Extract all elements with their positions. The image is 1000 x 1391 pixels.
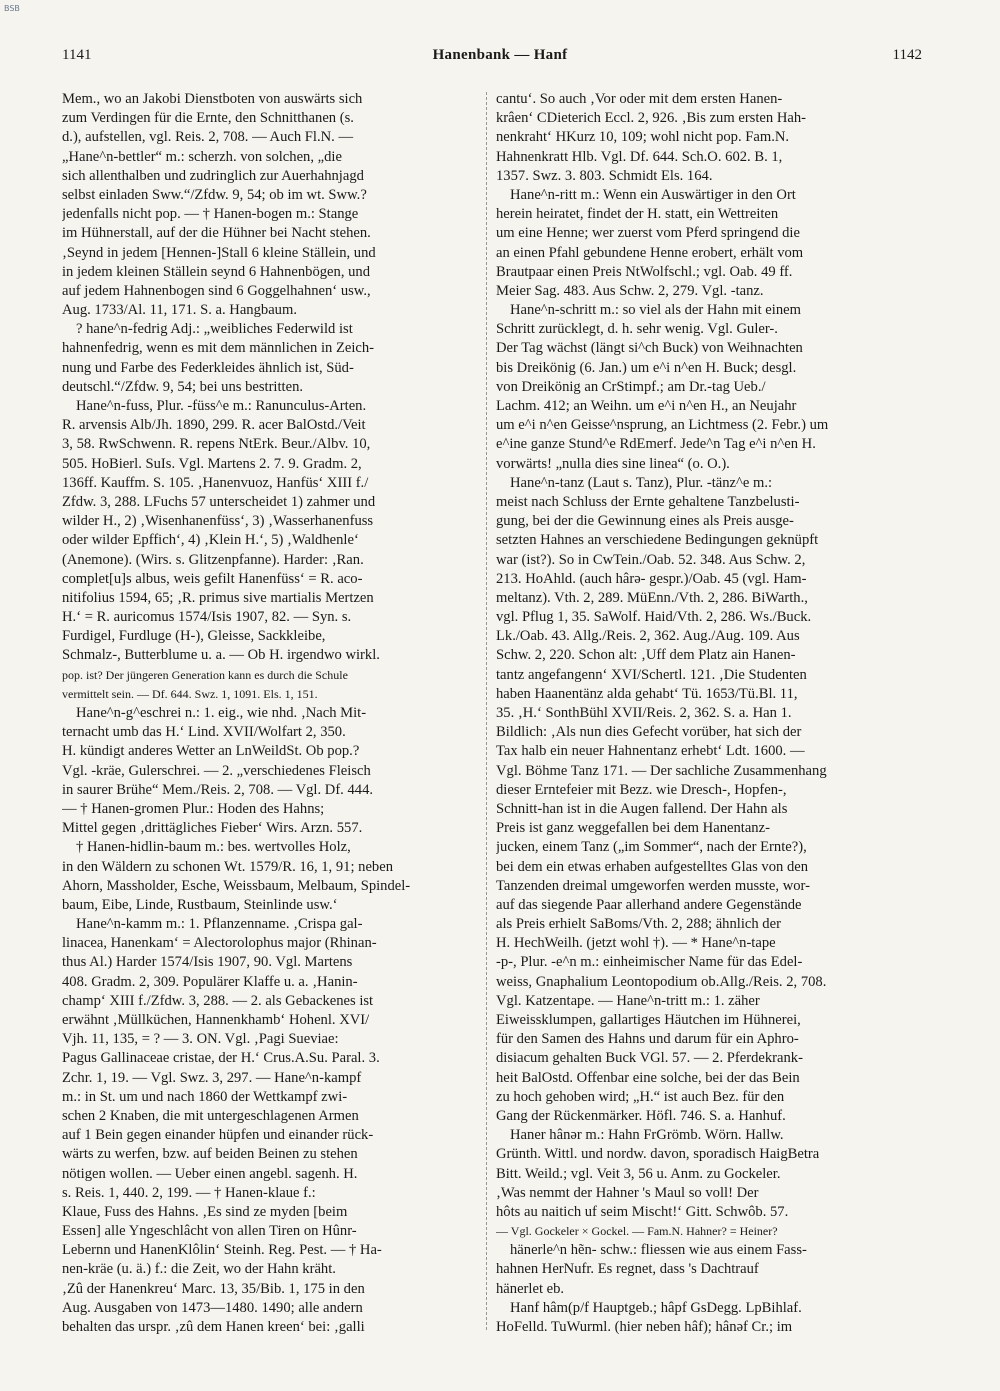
text-line: complet[u]s albus, weis gefilt Hanenfüss‘ = R. aco- bbox=[62, 570, 363, 587]
right-column bbox=[496, 90, 916, 1337]
text-line: pop. ist? Der jüngeren Generation kann es durch die Schule bbox=[62, 667, 348, 682]
text-line: von Dreikönig an CrStimpf.; am Dr.-tag Ueb./ bbox=[496, 378, 766, 395]
text-line: Grünth. Wittl. und nordw. davon, sporadisch HaigBetra bbox=[496, 1146, 820, 1163]
text-line: Vgl. Katzentape. — Hane^n-tritt m.: 1. zäher bbox=[496, 992, 760, 1009]
text-line: Schnitt-han ist in die Augen fallend. Der Hahn als bbox=[496, 800, 788, 817]
library-watermark: BSB bbox=[4, 4, 20, 13]
text-line: ‚Zû der Hanenkreu‘ Marc. 13, 35/Bib. 1, 175 in den bbox=[62, 1280, 365, 1297]
text-line: auf jedem Hahnenbogen sind 6 Goggelhahnen‘ usw., bbox=[62, 282, 371, 299]
text-line: 35. ‚H.‘ SonthBühl XVII/Reis. 2, 362. S. a. Han 1. bbox=[496, 705, 792, 721]
text-line: Brautpaar einen Preis NtWolfschl.; vgl. Oab. 49 ff. bbox=[496, 263, 793, 280]
text-line: † Hanen-hidlin-baum m.: bes. wertvolles Holz, bbox=[76, 839, 351, 856]
text-line: 213. HoAhld. (auch hârə- gespr.)/Oab. 45 (vgl. Ham- bbox=[496, 570, 807, 587]
text-line: Zchr. 1, 19. — Vgl. Swz. 3, 297. — Hane^n-kampf bbox=[62, 1069, 362, 1086]
text-line: um eine Henne; wer zuerst vom Pferd springend die bbox=[496, 225, 800, 242]
text-line: meltanz). Vth. 2, 289. MüEnn./Vth. 2, 286. BiWarth., bbox=[496, 589, 808, 606]
text-line: Hane^n-ritt m.: Wenn ein Auswärtiger in den Ort bbox=[510, 186, 796, 203]
text-line: Aug. Ausgaben von 1473—1480. 1490; alle andern bbox=[62, 1299, 363, 1316]
text-line: war (ist?). So in CwTein./Oab. 52. 348. Aus Schw. 2, bbox=[496, 551, 806, 568]
text-line: Meier Sag. 483. Aus Schw. 2, 279. Vgl. -tanz. bbox=[496, 282, 764, 299]
text-line: Vjh. 11, 135, = ? — 3. ON. Vgl. ‚Pagi Sueviae: bbox=[62, 1031, 339, 1048]
text-line: linacea, Hanenkam‘ = Alectorolophus major (Rhinan- bbox=[62, 935, 377, 952]
text-line: 1357. Swz. 3. 803. Schmidt Els. 164. bbox=[496, 167, 713, 184]
text-line: e^ine ganze Stund^e RdEmerf. Jede^n Tag e^i n^en H. bbox=[496, 436, 816, 453]
text-line: Der Tag wächst (längt si^ch Buck) von Weihnachten bbox=[496, 340, 803, 357]
text-line: Vgl. Böhme Tanz 171. — Der sachliche Zusammenhang bbox=[496, 762, 827, 779]
text-line: (Anemone). (Wirs. s. Glitzenpfanne). Harder: ‚Ran. bbox=[62, 551, 364, 568]
text-line: 136ff. Kauffm. S. 105. ‚Hanenvuoz, Hanfüs‘ XIII f./ bbox=[62, 474, 369, 491]
text-line: ternacht umb das H.‘ Lind. XVII/Wolfart 2, 350. bbox=[62, 724, 346, 741]
text-line: Schritt zurücklegt, d. h. sehr wenig. Vgl. Guler-. bbox=[496, 321, 778, 338]
page-number-right: 1142 bbox=[892, 47, 922, 63]
text-line: Tanzenden dreimal umgeworfen werden musste, wor- bbox=[496, 877, 810, 894]
text-line: m.: in St. um und nach 1860 der Wettkampf zwi- bbox=[62, 1088, 348, 1105]
text-line: Hane^n-kamm m.: 1. Pflanzenname. ‚Crispa gal- bbox=[76, 916, 363, 933]
text-line: H.‘ = R. auricomus 1574/Isis 1907, 82. — Syn. s. bbox=[62, 609, 352, 626]
text-line: Mem., wo an Jakobi Dienstboten von auswärts sich bbox=[62, 91, 363, 107]
page-title: Hanenbank — Hanf bbox=[432, 47, 568, 63]
text-line: Klaue, Fuss des Hahns. ‚Es sind ze myden [beim bbox=[62, 1203, 348, 1220]
text-line: heit BalOstd. Offenbar eine solche, bei der das Bein bbox=[496, 1069, 800, 1086]
text-line: 505. HoBierl. SuIs. Vgl. Martens 2. 7. 9. Gradm. 2, bbox=[62, 455, 362, 472]
text-line: deutschl.“/Zfdw. 9, 54; bei uns bestritten. bbox=[62, 378, 304, 395]
text-line: Hane^n-tanz (Laut s. Tanz), Plur. -tänz^e m.: bbox=[510, 474, 773, 491]
text-line: vermittelt sein. — Df. 644. Swz. 1, 1091. Els. 1, 151. bbox=[62, 686, 318, 701]
text-line: H. HechWeilh. (jetzt wohl †). — * Hane^n-tape bbox=[496, 935, 776, 952]
text-line: Mittel gegen ‚drittägliches Fieber‘ Wirs. Arzn. 557. bbox=[62, 820, 363, 837]
text-line: tantz angefangenn‘ XVI/Schertl. 121. ‚Die Studenten bbox=[496, 666, 807, 683]
text-line: Lebernn und HanenKlôlin‘ Steinh. Reg. Pest. — † Ha- bbox=[62, 1242, 382, 1259]
text-line: s. Reis. 1, 440. 2, 199. — † Hanen-klaue f.: bbox=[62, 1184, 316, 1201]
text-line: baum, Eibe, Linde, Rustbaum, Steinlinde usw.‘ bbox=[62, 896, 338, 913]
text-line: hahnenfedrig, wenn es mit dem männlichen in Zeich- bbox=[62, 340, 375, 357]
text-line: thus Al.) Harder 1574/Isis 1907, 90. Vgl. Martens bbox=[62, 954, 353, 971]
text-line: Hane^n-fuss, Plur. -füss^e m.: Ranunculus-Arten. bbox=[76, 398, 367, 414]
text-line: nötigen wollen. — Ueber einen angebl. sagenh. H. bbox=[62, 1165, 358, 1182]
text-line: herein heiratet, findet der H. statt, ein Wettreiten bbox=[496, 206, 779, 223]
text-line: meist nach Schluss der Ernte gehaltene Tanzbelusti- bbox=[496, 493, 800, 510]
text-line: champ‘ XIII f./Zfdw. 3, 288. — 2. als Gebackenes ist bbox=[62, 992, 374, 1009]
column-divider bbox=[486, 92, 487, 1330]
text-line: zum Verdingen für die Ernte, den Schnitthanen (s. bbox=[62, 110, 354, 127]
text-line: um e^i n^en Geisse^nsprung, an Lichtmess (2. Febr.) um bbox=[496, 417, 829, 434]
page-number-left: 1141 bbox=[62, 47, 92, 63]
text-line: d.), aufstellen, vgl. Reis. 2, 708. — Auch Fl.N. — bbox=[62, 129, 354, 146]
text-line: nung und Farbe des Federkleides ähnlich ist, Süd- bbox=[62, 359, 354, 376]
text-line: vorwärts! „nulla dies sine linea“ (o. O.). bbox=[496, 455, 730, 472]
text-line: Furdigel, Furdluge (H-), Gleisse, Sackkleibe, bbox=[62, 628, 326, 645]
text-line: auf das siegende Paar allerhand andere Gegenstände bbox=[496, 896, 802, 913]
left-column bbox=[62, 90, 482, 1337]
text-line: oder wilder Epffich‘, 4) ‚Klein H.‘, 5) ‚Waldhenle‘ bbox=[62, 532, 359, 549]
text-line: in den Wäldern zu schonen Wt. 1579/R. 16, 1, 91; neben bbox=[62, 858, 393, 875]
text-line: Vgl. -kräe, Gulerschrei. — 2. „verschiedenes Fleisch bbox=[62, 762, 371, 779]
text-line: hôts au naitich uf seim Mischt!‘ Gitt. Schwôb. 57. bbox=[496, 1203, 789, 1220]
text-line: selbst einladen Sww.“/Zfdw. 9, 54; ob im wt. Sww.? bbox=[62, 186, 367, 203]
text-line: setzten Hahnes an verschiedene Bedingungen geknüpft bbox=[496, 532, 819, 549]
text-line: Eiweissklumpen, gallartiges Häutchen im Hühnerei, bbox=[496, 1012, 801, 1028]
text-line: zu hoch gehoben wird; „H.“ ist auch Bez. für den bbox=[496, 1088, 785, 1105]
text-line: vgl. Pflug 1, 35. SaWolf. Haid/Vth. 2, 286. Ws./Buck. bbox=[496, 609, 812, 626]
text-line: jucken, einem Tanz („im Sommer“, nach der Ernte?), bbox=[496, 839, 807, 856]
text-line: — Vgl. Gockeler × Gockel. — Fam.N. Hahner? = Heiner? bbox=[496, 1224, 778, 1239]
text-line: „Hane^n-bettler“ m.: scherzh. von solchen, „die bbox=[62, 148, 342, 165]
text-line: auf 1 Bein gegen einander hüpfen und einander rück- bbox=[62, 1127, 374, 1144]
text-line: Gang der Rückenmärker. Höfl. 746. S. a. Hanhuf. bbox=[496, 1107, 786, 1124]
text-line: wärts zu werfen, bzw. auf beiden Beinen zu stehen bbox=[62, 1146, 358, 1163]
text-line: Lachm. 412; an Weihn. um e^i n^en H., an Neujahr bbox=[496, 398, 797, 414]
text-line: cantu‘. So auch ‚Vor oder mit dem ersten Hanen- bbox=[496, 91, 783, 107]
text-line: Essen] alle Yngeschlâcht von allen Tiren on Hûnr- bbox=[62, 1223, 357, 1240]
text-line: nen-kräe (u. ä.) f.: die Zeit, wo der Hahn kräht. bbox=[62, 1261, 336, 1278]
text-line: als Preis erhielt SaBoms/Vth. 2, 288; ähnlich der bbox=[496, 916, 781, 933]
text-line: schen 2 Knaben, die mit untergeschlagenen Armen bbox=[62, 1107, 359, 1124]
text-line: Haner hânər m.: Hahn FrGrömb. Wörn. Hallw. bbox=[510, 1127, 784, 1144]
text-line: dieser Erntefeier mit Bezz. wie Dresch-, Hopfen-, bbox=[496, 781, 787, 798]
text-line: — † Hanen-gromen Plur.: Hoden des Hahns; bbox=[62, 800, 325, 817]
text-line: krâen‘ CDieterich Eccl. 2, 926. ‚Bis zum ersten Hah- bbox=[496, 110, 807, 127]
text-line: ? hane^n-fedrig Adj.: „weibliches Federwild ist bbox=[76, 321, 353, 338]
text-line: in saurer Brühe“ Mem./Reis. 2, 708. — Vgl. Df. 444. bbox=[62, 781, 374, 798]
text-line: HoFelld. TuWurml. (hier neben hâf); hânəf Cr.; im bbox=[496, 1319, 793, 1335]
text-line: Zfdw. 3, 288. LFuchs 57 unterscheidet 1) zahmer und bbox=[62, 493, 376, 510]
text-line: für den Samen des Hahns und darum für ein Aphro- bbox=[496, 1031, 799, 1048]
text-line: Hane^n-schritt m.: so viel als der Hahn mit einem bbox=[510, 302, 801, 319]
text-line: Hane^n-g^eschrei n.: 1. eig., wie nhd. ‚Nach Mit- bbox=[76, 705, 367, 721]
text-line: erwähnt ‚Müllküchen, Hannenkhamb‘ Hohenl. XVI/ bbox=[62, 1012, 370, 1028]
text-line: Ahorn, Massholder, Esche, Weissbaum, Melbaum, Spindel- bbox=[62, 877, 411, 894]
text-line: Tax halb ein neuer Hahnentanz erhebt‘ Ldt. 1600. — bbox=[496, 743, 805, 760]
text-line: haben Haanentänz alda gehabt‘ Tü. 1653/Tü.Bl. 11, bbox=[496, 685, 798, 702]
text-line: weiss, Gnaphalium Leontopodium ob.Allg./Reis. 2, 708. bbox=[496, 973, 827, 990]
text-line: nitifolius 1594, 65; ‚R. primus sive martialis Mertzen bbox=[62, 589, 374, 606]
text-line: Schmalz-, Butterblume u. a. — Ob H. irgendwo wirkl. bbox=[62, 647, 380, 664]
text-line: hahnen HerNufr. Es regnet, dass 's Dachtrauf bbox=[496, 1261, 759, 1278]
text-line: behalten das urspr. ‚zû dem Hanen kreen‘ bei: ‚galli bbox=[62, 1319, 365, 1335]
text-line: Hahnenkratt Hlb. Vgl. Df. 644. Sch.O. 602. B. 1, bbox=[496, 148, 783, 165]
text-line: hänerlet eb. bbox=[496, 1280, 565, 1297]
text-line: Preis ist ganz weggefallen bei dem Hanentanz- bbox=[496, 820, 770, 837]
text-line: bei dem ein etwas erhaben aufgestelltes Glas von den bbox=[496, 858, 809, 875]
text-line: Schw. 2, 220. Schon alt: ‚Uff dem Platz ain Hanen- bbox=[496, 647, 796, 664]
text-line: Bildlich: ‚Als nun dies Gefecht vorüber, hat sich der bbox=[496, 724, 802, 741]
text-line: jedenfalls nicht pop. — † Hanen-bogen m.: Stange bbox=[62, 206, 359, 223]
text-line: Hanf hâm(p/f Hauptgeb.; hâpf GsDegg. LpBihlaf. bbox=[510, 1299, 802, 1316]
text-line: R. arvensis Alb/Jh. 1890, 299. R. acer BalOstd./Veit bbox=[62, 417, 366, 434]
text-line: in jedem kleinen Ställein seynd 6 Hahnenbögen, und bbox=[62, 263, 371, 280]
text-line: an einen Pfahl gebundene Henne erobert, erhält vom bbox=[496, 244, 804, 261]
text-line: Bitt. Weild.; vgl. Veit 3, 56 u. Anm. zu Gockeler. bbox=[496, 1165, 781, 1182]
text-line: Pagus Gallinaceae cristae, der H.‘ Crus.A.Su. Paral. 3. bbox=[62, 1050, 380, 1067]
text-line: disiacum gehalten Buck VGl. 57. — 2. Pferdekrank- bbox=[496, 1050, 803, 1067]
text-line: wilder H., 2) ‚Wisenhanenfüss‘, 3) ‚Wasserhanenfuss bbox=[62, 513, 374, 530]
text-line: nenkraht‘ HKurz 10, 109; wohl nicht pop. Fam.N. bbox=[496, 129, 790, 146]
text-line: hänerle^n hẽn- schw.: fliessen wie aus einem Fass- bbox=[510, 1242, 807, 1259]
text-line: sich allenthalben und zudringlich zur Auerhahnjagd bbox=[62, 167, 364, 184]
text-line: 3, 58. RwSchwenn. R. repens NtErk. Beur./Albv. 10, bbox=[62, 436, 371, 453]
text-line: 408. Gradm. 2, 309. Populärer Klaffe u. a. ‚Hanin- bbox=[62, 973, 358, 990]
text-line: Lk./Oab. 43. Allg./Reis. 2, 362. Aug./Aug. 109. Aus bbox=[496, 628, 800, 645]
text-line: ‚Seynd in jedem [Hennen-]Stall 6 kleine Ställein, und bbox=[62, 244, 376, 261]
text-line: Aug. 1733/Al. 11, 171. S. a. Hangbaum. bbox=[62, 302, 297, 319]
text-line: gung, bei der die Gewinnung eines als Preis ausge- bbox=[496, 513, 794, 530]
text-line: -p-, Plur. -e^n m.: einheimischer Name für das Edel- bbox=[496, 954, 803, 971]
text-line: ‚Was nemmt der Hahner 's Maul so voll! Der bbox=[496, 1184, 759, 1201]
text-line: im Hühnerstall, auf der die Hühner bei Nacht stehen. bbox=[62, 225, 371, 242]
text-line: H. kündigt anderes Wetter an LnWeildSt. Ob pop.? bbox=[62, 743, 360, 760]
text-line: bis Dreikönig (6. Jan.) um e^i n^en H. Buck; desgl. bbox=[496, 359, 797, 376]
